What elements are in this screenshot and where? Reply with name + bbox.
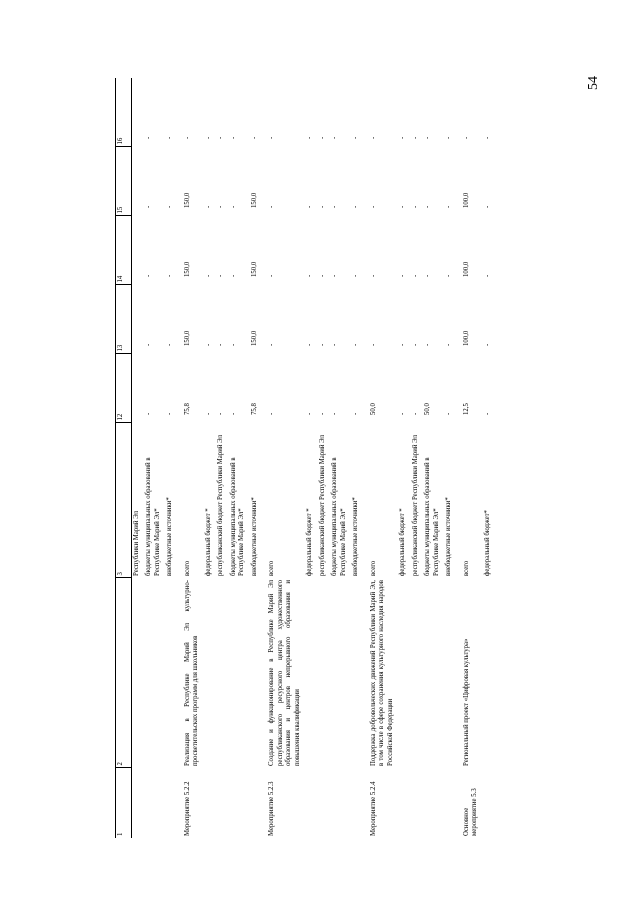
activity-name-cell: Создание и функционирование в Республике Марий Эл республиканского ресурсного центра художественного образования и центров непрерывного образования и повышения квалификации	[268, 580, 301, 766]
table-body	[132, 78, 496, 838]
funding-source-cell: всего	[462, 560, 470, 576]
activity-name-cell	[423, 578, 444, 768]
header-row	[116, 78, 132, 838]
table-row	[165, 78, 177, 838]
table-row	[216, 78, 228, 838]
value-cell: -	[145, 205, 153, 208]
value-cell: -	[166, 205, 174, 208]
value-cell: -	[217, 343, 225, 346]
value-cell: -	[166, 136, 174, 139]
column-header: 1	[116, 768, 132, 838]
funding-source-cell: федеральный бюджет *	[399, 508, 407, 576]
value-cell: -	[462, 136, 470, 139]
value-cell: 150,0	[183, 261, 191, 277]
value-cell: -	[483, 412, 491, 415]
value-cell: -	[369, 136, 377, 139]
value-cell: 100,0	[462, 192, 470, 208]
value-cell	[132, 285, 145, 354]
value-cell: -	[445, 136, 453, 139]
activity-code-cell	[229, 768, 250, 838]
value-cell: -	[183, 136, 191, 139]
value-cell: -	[352, 205, 360, 208]
activity-code-cell: Мероприятие 5.2.4	[369, 781, 377, 836]
value-cell: 75,8	[250, 403, 258, 415]
table-row	[457, 78, 483, 838]
activity-code-cell	[411, 768, 423, 838]
value-cell: -	[424, 343, 432, 346]
activity-code-cell	[351, 768, 363, 838]
funding-source-cell: Республики Марий Эл	[133, 510, 140, 576]
activity-code-cell	[330, 768, 351, 838]
activity-name-cell	[351, 578, 363, 768]
value-cell: -	[268, 136, 276, 139]
funding-source-cell: бюджеты муниципальных образований в Республике Марий Эл*	[331, 457, 347, 576]
funding-source-cell: федеральный бюджет*	[483, 510, 491, 576]
value-cell: -	[166, 412, 174, 415]
value-cell: -	[204, 274, 212, 277]
activity-code-cell	[398, 768, 410, 838]
value-cell: -	[306, 274, 314, 277]
value-cell: -	[483, 274, 491, 277]
value-cell: -	[352, 274, 360, 277]
value-cell: -	[331, 205, 339, 208]
value-cell: -	[399, 136, 407, 139]
value-cell: -	[306, 412, 314, 415]
funding-source-cell: бюджеты муниципальных образований в Республике Марий Эл*	[229, 457, 246, 576]
table-row	[178, 78, 204, 838]
value-cell: -	[268, 205, 276, 208]
value-cell: -	[352, 343, 360, 346]
value-cell: -	[318, 343, 326, 346]
activity-code-cell	[165, 768, 177, 838]
funding-source-cell: бюджеты муниципальных образований в Республике Марий Эл*	[424, 457, 440, 576]
value-cell: -	[399, 205, 407, 208]
value-cell: 100,0	[462, 330, 470, 346]
activity-name-cell	[229, 578, 250, 768]
value-cell: -	[217, 274, 225, 277]
table-row	[423, 78, 444, 838]
value-cell: -	[331, 343, 339, 346]
activity-name-cell	[318, 578, 330, 768]
value-cell: -	[217, 136, 225, 139]
funding-source-cell: всего	[268, 560, 276, 576]
table-row	[250, 78, 262, 838]
activity-name-cell	[305, 578, 317, 768]
table-row	[411, 78, 423, 838]
value-cell: -	[399, 412, 407, 415]
page-number: 54	[586, 76, 601, 90]
value-cell: -	[445, 343, 453, 346]
funding-source-cell: всего	[369, 560, 377, 576]
value-cell: -	[145, 343, 153, 346]
table-row	[305, 78, 317, 838]
activity-name-cell	[398, 578, 410, 768]
activity-code-cell: Мероприятие 5.2.2	[183, 781, 191, 836]
value-cell: 50,0	[369, 403, 377, 415]
activity-name-cell	[483, 578, 495, 768]
value-cell	[132, 147, 145, 216]
activity-code-cell: Основное мероприятие 5.3	[462, 788, 479, 836]
funding-source-cell: всего	[183, 560, 191, 576]
table-row	[204, 78, 216, 838]
value-cell: -	[483, 343, 491, 346]
value-cell: -	[411, 412, 419, 415]
activity-code-cell	[204, 768, 216, 838]
value-cell: -	[352, 136, 360, 139]
value-cell: -	[318, 274, 326, 277]
value-cell: -	[229, 343, 237, 346]
value-cell: -	[229, 136, 237, 139]
funding-source-cell: бюджеты муниципальных образований в Республике Марий Эл*	[145, 457, 161, 576]
table-row	[483, 78, 495, 838]
funding-source-cell: федеральный бюджет *	[306, 508, 314, 576]
value-cell: -	[268, 412, 276, 415]
table-row	[364, 78, 398, 838]
activity-code-cell	[483, 768, 495, 838]
activity-name-cell: Реализация в Республике Марий Эл культурно-просветительских программ для школьников	[183, 580, 200, 766]
activity-name-cell	[216, 578, 228, 768]
column-header: 3	[116, 423, 132, 578]
value-cell: -	[369, 274, 377, 277]
value-cell: -	[229, 205, 237, 208]
value-cell: -	[483, 205, 491, 208]
value-cell	[132, 78, 145, 147]
activity-code-cell	[144, 768, 165, 838]
value-cell: -	[411, 274, 419, 277]
table-row	[444, 78, 456, 838]
value-cell: -	[445, 274, 453, 277]
activity-code-cell	[250, 768, 262, 838]
value-cell: 150,0	[250, 261, 258, 277]
value-cell: 100,0	[462, 261, 470, 277]
value-cell: -	[204, 343, 212, 346]
activity-code-cell	[318, 768, 330, 838]
value-cell: -	[229, 274, 237, 277]
column-header: 13	[116, 285, 132, 354]
value-cell: -	[399, 343, 407, 346]
table-row	[132, 78, 145, 838]
table-row	[262, 78, 305, 838]
value-cell: -	[399, 274, 407, 277]
activity-name-cell: Региональный проект «Цифровая культура»	[462, 638, 470, 766]
activity-name-cell	[132, 578, 145, 768]
value-cell: -	[424, 274, 432, 277]
value-cell: -	[306, 343, 314, 346]
value-cell: -	[331, 412, 339, 415]
column-header: 16	[116, 78, 132, 147]
value-cell: -	[166, 274, 174, 277]
activity-code-cell	[423, 768, 444, 838]
value-cell: 50,0	[424, 403, 432, 415]
funding-source-cell: внебюджетные источники*	[352, 497, 360, 576]
activity-code-cell	[305, 768, 317, 838]
value-cell: 150,0	[250, 192, 258, 208]
value-cell: -	[331, 136, 339, 139]
value-cell: -	[204, 412, 212, 415]
value-cell: -	[411, 343, 419, 346]
funding-source-cell: внебюджетные источники*	[166, 497, 174, 576]
value-cell: -	[411, 136, 419, 139]
value-cell: -	[166, 343, 174, 346]
activity-name-cell: Поддержка добровольческих движений Республики Марий Эл, в том числе в сфере сохранения культурного наследия народов Российской Федерации	[369, 580, 394, 766]
value-cell: -	[369, 343, 377, 346]
table-row	[398, 78, 410, 838]
table-row	[351, 78, 363, 838]
activity-code-cell	[132, 768, 145, 838]
funding-source-cell: республиканский бюджет Республики Марий Эл	[318, 435, 326, 576]
value-cell: -	[331, 274, 339, 277]
activity-name-cell	[411, 578, 423, 768]
value-cell: 150,0	[250, 330, 258, 346]
value-cell: -	[145, 274, 153, 277]
activity-name-cell	[144, 578, 165, 768]
value-cell: -	[424, 205, 432, 208]
table-row	[144, 78, 165, 838]
value-cell	[132, 354, 145, 423]
value-cell: -	[306, 136, 314, 139]
value-cell: -	[445, 205, 453, 208]
value-cell: -	[217, 205, 225, 208]
value-cell: -	[268, 274, 276, 277]
table-row	[318, 78, 330, 838]
value-cell: 75,8	[183, 403, 191, 415]
activity-code-cell: Мероприятие 5.2.3	[268, 781, 276, 836]
column-header: 14	[116, 216, 132, 285]
budget-table	[115, 78, 495, 838]
funding-source-cell: республиканский бюджет Республики Марий Эл	[411, 435, 419, 576]
activity-name-cell	[165, 578, 177, 768]
column-header: 15	[116, 147, 132, 216]
activity-name-cell	[204, 578, 216, 768]
value-cell: -	[217, 412, 225, 415]
activity-name-cell	[444, 578, 456, 768]
value-cell: -	[250, 136, 258, 139]
value-cell: -	[318, 412, 326, 415]
activity-name-cell	[250, 578, 262, 768]
value-cell: -	[352, 412, 360, 415]
activity-name-cell	[330, 578, 351, 768]
value-cell: -	[369, 205, 377, 208]
funding-source-cell: федеральный бюджет *	[204, 508, 212, 576]
value-cell: -	[318, 205, 326, 208]
value-cell: -	[318, 136, 326, 139]
value-cell: -	[204, 205, 212, 208]
value-cell: -	[145, 136, 153, 139]
table-row	[330, 78, 351, 838]
value-cell: 150,0	[183, 330, 191, 346]
value-cell: -	[229, 412, 237, 415]
column-header: 2	[116, 578, 132, 768]
value-cell: -	[411, 205, 419, 208]
value-cell: 150,0	[183, 192, 191, 208]
funding-source-cell: внебюджетные источники*	[445, 497, 453, 576]
funding-source-cell: республиканский бюджет Республики Марий Эл	[217, 435, 225, 576]
funding-source-cell: внебюджетные источники*	[250, 497, 258, 576]
value-cell: -	[445, 412, 453, 415]
value-cell: -	[424, 136, 432, 139]
value-cell: -	[204, 136, 212, 139]
table-row	[229, 78, 250, 838]
value-cell: -	[268, 343, 276, 346]
value-cell: -	[306, 205, 314, 208]
value-cell	[132, 216, 145, 285]
column-header: 12	[116, 354, 132, 423]
value-cell: -	[483, 136, 491, 139]
value-cell: -	[145, 412, 153, 415]
value-cell: 12,5	[462, 403, 470, 415]
activity-code-cell	[444, 768, 456, 838]
activity-code-cell	[216, 768, 228, 838]
